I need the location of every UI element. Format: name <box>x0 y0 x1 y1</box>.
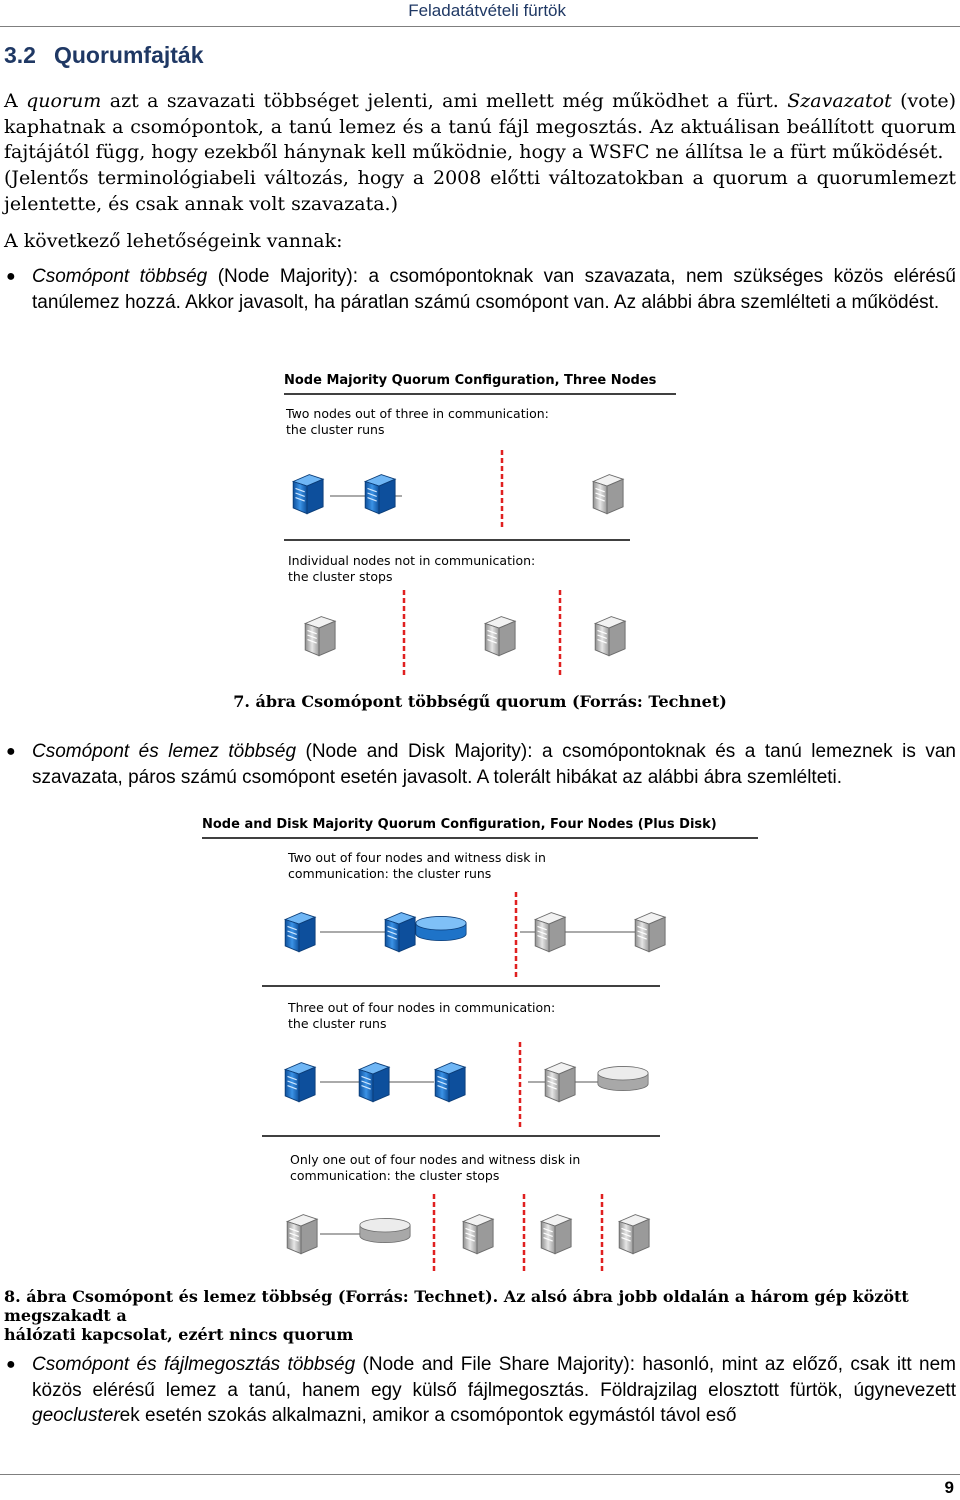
section-number: 3.2 <box>4 42 36 68</box>
server-icon-inactive <box>541 1215 571 1254</box>
section-heading <box>4 42 204 69</box>
panel-b-label-2: the cluster stops <box>288 569 393 584</box>
panel-a-label-1: Two nodes out of three in communication: <box>286 406 549 421</box>
server-icon-inactive <box>485 617 515 656</box>
quorum-term: quorum <box>26 90 102 112</box>
figure-node-disk-majority <box>190 806 770 1286</box>
section-title: Quorumfajták <box>53 42 204 68</box>
figure-title: Node Majority Quorum Configuration, Three Nodes <box>284 373 657 388</box>
panel-b-label-2: the cluster runs <box>288 1016 387 1031</box>
footer-divider <box>0 1474 960 1475</box>
server-icon-inactive <box>635 913 665 952</box>
server-icon-inactive <box>593 475 623 514</box>
bullet-marker: ● <box>6 1356 16 1373</box>
witness-disk-icon-inactive <box>360 1218 410 1242</box>
server-icon-inactive <box>287 1215 317 1254</box>
witness-disk-icon-inactive <box>598 1066 648 1090</box>
server-icon-inactive <box>463 1215 493 1254</box>
bullet-node-disk-majority: Csomópont és lemez többség (Node and Disk Majority): a csomópontoknak és a tanú lemeznek is van szavazata, páros számú csomópont esetén javasolt. A tolerált hibákat az alábbi ábra szemlélteti. <box>32 741 956 788</box>
running-header: Feladatátvételi fürtök <box>408 1 566 20</box>
panel-a-label-2: the cluster runs <box>286 422 385 437</box>
figure-7-caption: 7. ábra Csomópont többségű quorum (Forrás: Technet) <box>233 692 727 711</box>
term-node-disk-majority: Csomópont és lemez többség <box>32 741 297 762</box>
server-icon-active <box>385 913 415 952</box>
server-icon-active <box>285 913 315 952</box>
options-lead: A következő lehetőségeink vannak: <box>4 230 343 252</box>
term-file-share-majority: Csomópont és fájlmegosztás többség <box>32 1354 356 1375</box>
server-icon-inactive <box>545 1063 575 1102</box>
server-icon-active <box>285 1063 315 1102</box>
panel-a-label-1: Two out of four nodes and witness disk in <box>288 850 546 865</box>
witness-disk-icon-active <box>416 916 466 940</box>
term-node-majority: Csomópont többség <box>32 266 208 287</box>
term-geocluster: geocluster <box>32 1405 120 1426</box>
panel-b-label-1: Three out of four nodes in communication: <box>288 1000 556 1015</box>
server-icon-inactive <box>535 913 565 952</box>
server-icon-active <box>435 1063 465 1102</box>
figure-8-caption: 8. ábra Csomópont és lemez többség (Forrás: Technet). Az alsó ábra jobb oldalán a három gép között megszakadt a hálózati kapcsolat, ezért nincs quorum <box>4 1287 909 1344</box>
vote-term: Szavazatot <box>787 90 892 112</box>
intro-paragraph: A quorum azt a szavazati többséget jelenti, ami mellett még működhet a fürt. Szavazatot (vote) kaphatnak a csomópontok, a tanú lemez és a tanú fájl megosztás. Az aktuálisan beállított quorum fajtájától függ, hogy ezekből hánynak kell működnie, hogy a WSFC ne állítsa le a fürt működését. <box>4 90 957 163</box>
bullet-file-share-majority: Csomópont és fájlmegosztás többség (Node and File Share Majority): hasonló, mint az előző, csak itt nem közös elérésű lemez a tanú, hanem egy külső fájlmegosztás. Földrajzilag elosztott fürtök, úgynevezett geoclusterek esetén szokás alkalmazni, amikor a csomópontok egymástól távol eső <box>32 1354 957 1426</box>
bullet-node-majority: Csomópont többség (Node Majority): a csomópontoknak van szavazata, nem szükséges közös elérésű tanúlemez hozzá. Akkor javasolt, ha páratlan számú csomópont van. Az alábbi ábra szemlélteti a működést. <box>32 266 956 313</box>
server-icon-inactive <box>619 1215 649 1254</box>
figure-title: Node and Disk Majority Quorum Configuration, Four Nodes (Plus Disk) <box>202 817 717 832</box>
header-divider <box>0 26 960 27</box>
bullet-marker: ● <box>6 268 16 285</box>
server-icon-inactive <box>305 617 335 656</box>
server-icon-active <box>359 1063 389 1102</box>
server-icon-inactive <box>595 617 625 656</box>
panel-c-label-2: communication: the cluster stops <box>290 1168 500 1183</box>
panel-b-label-1: Individual nodes not in communication: <box>288 553 536 568</box>
figure-node-majority <box>270 362 690 682</box>
terminology-note: (Jelentős terminológiabeli változás, hogy a 2008 előtti változatokban a quorum a quorumlemezt jelentette, és csak annak volt szavazata.) <box>4 167 956 215</box>
server-icon-active <box>293 475 323 514</box>
panel-c-label-1: Only one out of four nodes and witness disk in <box>290 1152 581 1167</box>
bullet-marker: ● <box>6 743 16 760</box>
page-number: 9 <box>944 1478 954 1497</box>
server-icon-active <box>365 475 395 514</box>
panel-a-label-2: communication: the cluster runs <box>288 866 492 881</box>
